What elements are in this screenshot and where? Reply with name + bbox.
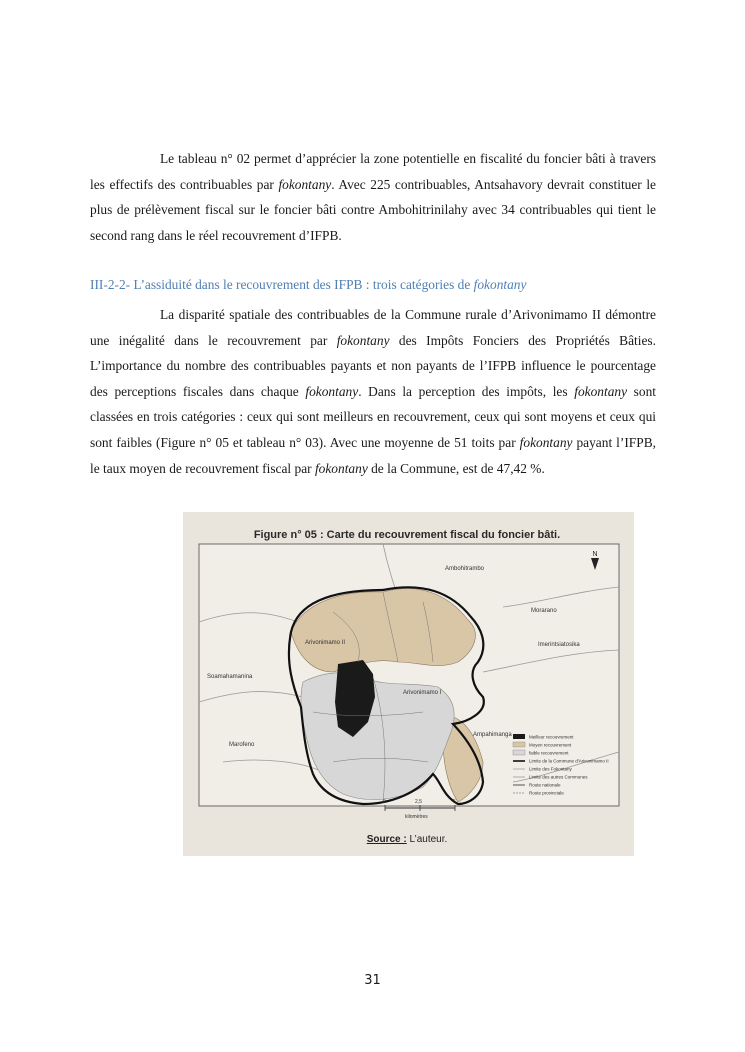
- page-number: 31: [364, 973, 381, 988]
- italic-term: fokontany: [314, 460, 368, 476]
- legend-label: Limite des Fokontany: [529, 766, 572, 772]
- text-run: payant l’IFPB, le taux moyen de recouvrement fiscal par: [90, 434, 656, 476]
- legend-swatch-medium: [513, 742, 525, 747]
- figure-map: [183, 512, 634, 856]
- map-svg: [183, 512, 634, 856]
- text-run: . Dans la perception des impôts, les: [358, 383, 575, 399]
- legend-label: faible recouvrement: [529, 750, 569, 756]
- legend-label: Route provinciale: [529, 790, 564, 796]
- place-label: Arivonimamo I: [403, 690, 442, 696]
- italic-term: fokontany: [574, 383, 628, 399]
- legend-label: Moyen recouvrement: [529, 742, 572, 748]
- place-label: Soamahamanina: [207, 674, 253, 680]
- source-text: L’auteur.: [406, 834, 448, 845]
- text-run: Le tableau n° 02 permet d’apprécier la zone potentielle en fiscalité du foncier bâti à travers les effectifs des contribuables par: [90, 151, 656, 192]
- figure-title: Figure n° 05 : Carte du recouvrement fiscal du foncier bâti.: [253, 529, 561, 541]
- heading-italic-term: fokontany: [473, 277, 527, 292]
- body-paragraph: [90, 302, 656, 481]
- legend-label: Meilleur recouvrement: [529, 734, 574, 740]
- legend-label: Limite des autres Communes: [529, 774, 588, 780]
- legend-label: Route nationale: [529, 782, 561, 788]
- section-heading: [90, 277, 526, 293]
- scale-label: 5: [453, 799, 456, 805]
- figure-source: [367, 834, 448, 845]
- legend-swatch-best: [513, 734, 525, 739]
- text-run: des Impôts Fonciers des Propriétés Bâties. L’importance du nombre des contribuables payants et non payants de l’IFPB influence le pourcentage des perceptions fiscales dans chaque: [90, 332, 656, 399]
- place-label: Ambohitrambo: [445, 566, 485, 572]
- place-label: Morarano: [531, 608, 557, 614]
- scale-label: 0: [383, 799, 386, 805]
- scale-label: 2,5: [415, 799, 422, 805]
- italic-term: fokontany: [336, 332, 390, 348]
- text-run: . Avec 225 contribuables, Antsahavory devrait constituer le plus de prélèvement fiscal sur le foncier bâti contre Ambohitrinilahy avec 34 contribuables qui tient le second rang dans le réel recouvrement d’IFPB.: [90, 176, 657, 243]
- place-label: Ampahimanga: [473, 732, 512, 738]
- intro-paragraph: [90, 146, 656, 248]
- place-label: Arivonimamo II: [305, 640, 346, 646]
- scale-unit: kilomètres: [405, 814, 428, 820]
- italic-term: fokontany: [305, 383, 359, 399]
- heading-text: III-2-2- L’assiduité dans le recouvrement des IFPB : trois catégories de: [90, 277, 474, 292]
- text-run: de la Commune, est de 47,42 %.: [367, 460, 545, 476]
- north-label: N: [592, 551, 598, 558]
- text-run: sont classées en trois catégories : ceux qui sont meilleurs en recouvrement, ceux qui sont moyens et ceux qui sont faibles (Figure n° 05 et tableau n° 03). Avec une moyenne de 51 toits par: [90, 383, 656, 450]
- place-label: Imerintsiatosika: [538, 642, 580, 648]
- italic-term: fokontany: [278, 176, 332, 192]
- text-run: La disparité spatiale des contribuables de la Commune rurale d’Arivonimamo II démontre une inégalité dans le recouvrement par: [90, 307, 656, 348]
- legend-label: Limite de la Commune d'Arivonimamo II: [529, 758, 609, 764]
- place-label: Marofeno: [229, 742, 255, 748]
- source-label: Source :: [366, 834, 407, 845]
- legend-swatch-weak: [513, 750, 525, 755]
- italic-term: fokontany: [519, 434, 573, 450]
